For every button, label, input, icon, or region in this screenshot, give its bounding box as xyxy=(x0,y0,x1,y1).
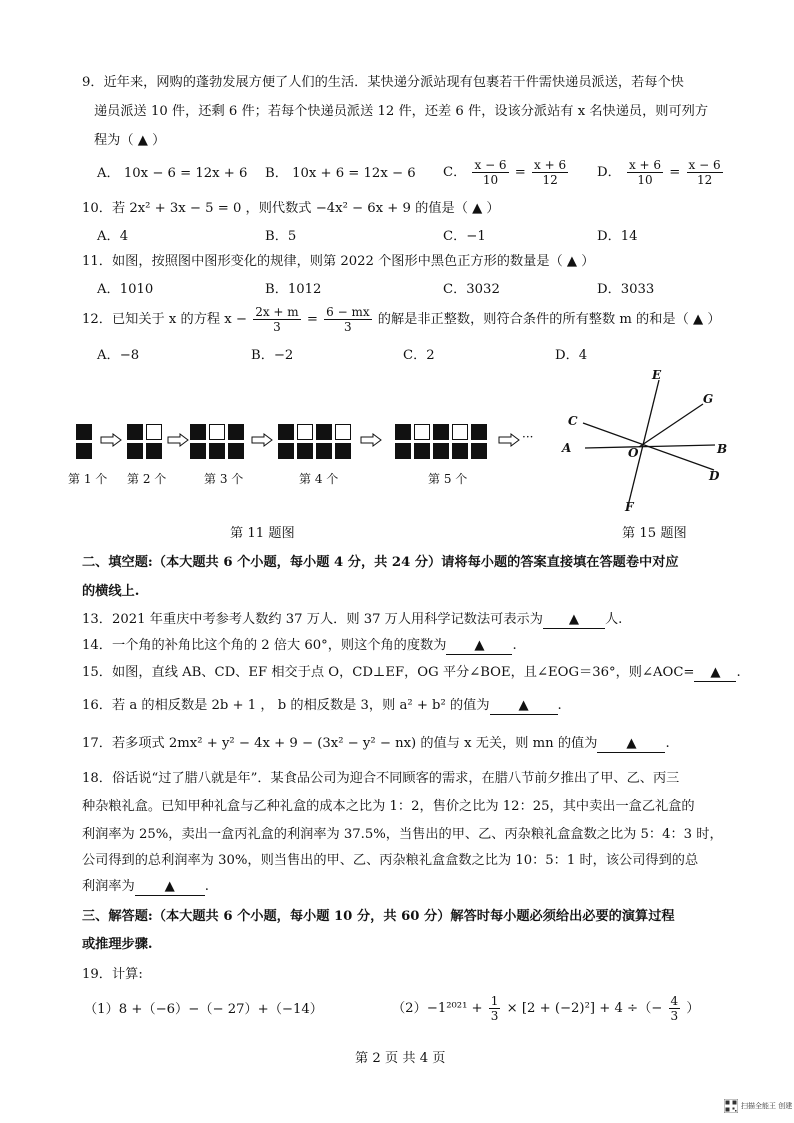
q19-part1: （1）8 +（−6）−（− 27）+（−14） xyxy=(84,1002,323,1017)
q18-line2: 种杂粮礼盒。已知甲种礼盒与乙种礼盒的成本之比为 1：2，售价之比为 12：25，其中卖出一盒乙礼盒的 xyxy=(82,799,695,814)
black-square xyxy=(395,443,411,459)
q19-frac2 xyxy=(669,994,681,1023)
hollow-arrow-icon xyxy=(167,433,189,447)
q14-suffix: . xyxy=(512,638,517,653)
black-square xyxy=(471,443,487,459)
q18-line5 xyxy=(82,878,209,896)
q11-option-b: B．1012 xyxy=(265,282,322,297)
white-square xyxy=(452,424,468,440)
section3-heading-line1: 三、解答题:（本大题共 6 个小题，每小题 10 分，共 60 分）解答时每小题必须给出必要的演算过程 xyxy=(82,909,675,924)
answer-blank: ▲ xyxy=(135,879,205,896)
numerator: 4 xyxy=(670,994,679,1008)
q9-option-a: A． 10x − 6 = 12x + 6 xyxy=(97,166,248,181)
fig11-label-1: 第 1 个 xyxy=(68,472,108,486)
q12-option-c: C．2 xyxy=(403,348,435,363)
black-square xyxy=(228,443,244,459)
q19-part2-post: ） xyxy=(686,1001,700,1016)
point-label-a: A xyxy=(562,441,572,455)
hollow-arrow-icon xyxy=(498,433,520,447)
q15-suffix: . xyxy=(736,665,741,680)
q9-option-b: B． 10x + 6 = 12x − 6 xyxy=(265,166,416,181)
section2-heading-line2: 的横线上. xyxy=(82,584,140,599)
denominator: 3 xyxy=(670,1009,679,1023)
hollow-arrow-icon xyxy=(360,433,382,447)
q14 xyxy=(82,637,517,655)
black-square xyxy=(414,443,430,459)
point-label-o: O xyxy=(628,446,639,460)
q11-option-d: D．3033 xyxy=(597,282,655,297)
q18-line5-text: 利润率为 xyxy=(82,879,135,894)
black-square xyxy=(209,443,225,459)
denominator: 10 xyxy=(637,173,653,187)
q12-equals: = xyxy=(306,312,318,327)
q11-option-a: A．1010 xyxy=(97,282,154,297)
white-square xyxy=(335,424,351,440)
fig11-shape-3 xyxy=(190,424,244,459)
section2-heading-line1: 二、填空题:（本大题共 6 个小题，每小题 4 分，共 24 分）请将每小题的答案直接填在答题卷中对应 xyxy=(82,555,679,570)
numerator: x − 6 xyxy=(474,158,507,172)
fig11-shape-5 xyxy=(395,424,487,459)
q16 xyxy=(82,697,562,715)
q10-option-d: D．14 xyxy=(597,229,638,244)
fig15-caption: 第 15 题图 xyxy=(622,526,687,541)
fig15-diagram xyxy=(555,360,745,520)
black-square xyxy=(433,424,449,440)
q18-line3: 利润率为 25%，卖出一盒丙礼盒的利润率为 37.5%，当售出的甲、乙、丙杂粮礼盒盒数之比为 5：4：3 时， xyxy=(82,827,723,842)
watermark xyxy=(724,1099,792,1113)
q14-text: 14．一个角的补角比这个角的 2 倍大 60°，则这个角的度数为 xyxy=(82,638,447,653)
answer-blank: ▲ xyxy=(694,665,736,682)
q12-text xyxy=(82,305,721,334)
black-square xyxy=(316,443,332,459)
black-square xyxy=(471,424,487,440)
q19-part2-mid: × [2 + (−2)²] + 4 ÷（− xyxy=(506,1001,663,1016)
q19-part2-pre: （2）−1²⁰²¹ + xyxy=(392,1001,483,1016)
q12-option-d: D．4 xyxy=(555,348,588,363)
qr-code-icon xyxy=(724,1099,738,1113)
answer-blank: ▲ xyxy=(543,612,605,629)
numerator: x + 6 xyxy=(534,158,567,172)
answer-blank: ▲ xyxy=(597,736,665,753)
point-label-d: D xyxy=(709,469,720,483)
fig11-label-3: 第 3 个 xyxy=(204,472,244,486)
white-square xyxy=(146,424,162,440)
black-square xyxy=(127,424,143,440)
denominator: 3 xyxy=(344,320,352,334)
black-square xyxy=(278,443,294,459)
q9-line1: 9．近年来，网购的蓬勃发展方便了人们的生活．某快递分派站现有包裹若干件需快递员派送，若每个快 xyxy=(82,75,684,90)
q9-option-d-label: D． xyxy=(597,165,621,180)
q17-text: 17．若多项式 2mx² + y² − 4x + 9 − (3x² − y² − nx) 的值与 x 无关，则 mn 的值为 xyxy=(82,736,598,751)
hollow-arrow-icon xyxy=(251,433,273,447)
numerator: x − 6 xyxy=(688,158,721,172)
q9-d-frac1 xyxy=(627,158,663,187)
black-square xyxy=(190,424,206,440)
black-square xyxy=(146,443,162,459)
black-square xyxy=(395,424,411,440)
q15 xyxy=(82,664,741,682)
hollow-arrow-icon xyxy=(100,433,122,447)
point-label-c: C xyxy=(568,414,578,428)
q13-suffix: 人. xyxy=(604,612,623,627)
fig11-shape-2 xyxy=(127,424,162,459)
black-square xyxy=(127,443,143,459)
q9-option-c-label: C． xyxy=(443,165,467,180)
q18-suffix: . xyxy=(204,879,209,894)
section3-heading-line2: 或推理步骤. xyxy=(82,937,153,952)
black-square xyxy=(76,424,92,440)
q12-option-a: A．−8 xyxy=(97,348,140,363)
q10-option-b: B．5 xyxy=(265,229,297,244)
point-label-e: E xyxy=(652,368,662,382)
q9-option-d: D． $\frac{x + 6}{10}$ = $\frac{x - 6}{12}$ xyxy=(597,158,721,187)
answer-blank: ▲ xyxy=(446,638,512,655)
q13 xyxy=(82,611,622,629)
numerator: 2x + m xyxy=(255,305,299,319)
q9-c-frac1 xyxy=(472,158,508,187)
black-square xyxy=(335,443,351,459)
black-square xyxy=(452,443,468,459)
q9-d-frac2 xyxy=(687,158,723,187)
watermark-text: 扫描全能王 创建 xyxy=(741,1102,793,1110)
q16-text: 16．若 a 的相反数是 2b + 1 ， b 的相反数是 3，则 a² + b² 的值为 xyxy=(82,698,490,713)
q19-part2 xyxy=(392,994,700,1023)
q10-option-a: A．4 xyxy=(97,229,129,244)
black-square xyxy=(190,443,206,459)
denominator: 3 xyxy=(273,320,281,334)
fig11-caption: 第 11 题图 xyxy=(230,526,295,541)
q12-pre: 12．已知关于 x 的方程 x − xyxy=(82,312,247,327)
black-square xyxy=(76,443,92,459)
q19-frac1 xyxy=(489,994,501,1023)
white-square xyxy=(209,424,225,440)
q10-option-c: C．−1 xyxy=(443,229,486,244)
q10-text: 10．若 2x² + 3x − 5 = 0 ，则代数式 −4x² − 6x + 9 的值是（ ▲ ） xyxy=(82,201,500,216)
denominator: 12 xyxy=(542,173,558,187)
fig11-shape-4 xyxy=(278,424,351,459)
fig11-ellipsis: ··· xyxy=(522,430,534,444)
q17-suffix: . xyxy=(665,736,670,751)
black-square xyxy=(316,424,332,440)
numerator: 1 xyxy=(490,994,499,1008)
ray-og xyxy=(639,404,703,447)
fig11-label-4: 第 4 个 xyxy=(299,472,339,486)
denominator: 10 xyxy=(482,173,499,187)
black-square xyxy=(297,443,313,459)
denominator: 3 xyxy=(490,1009,499,1023)
q18-line4: 公司得到的总利润率为 30%，则当售出的甲、乙、丙杂粮礼盒盒数之比为 10：5：1 时，该公司得到的总 xyxy=(82,853,699,868)
fig11-label-2: 第 2 个 xyxy=(127,472,167,486)
page-number: 第 2 页 共 4 页 xyxy=(355,1051,446,1066)
fig11-label-5: 第 5 个 xyxy=(428,472,468,486)
point-label-g: G xyxy=(703,392,714,406)
q16-suffix: . xyxy=(557,698,562,713)
q13-text: 13．2021 年重庆中考参考人数约 37 万人．则 37 万人用科学记数法可表示为 xyxy=(82,612,543,627)
point-label-b: B xyxy=(717,442,728,456)
white-square xyxy=(297,424,313,440)
q18-line1: 18．俗话说“过了腊八就是年”．某食品公司为迎合不同顾客的需求，在腊八节前夕推出了甲、乙、丙三 xyxy=(82,771,680,786)
q19-title: 19．计算: xyxy=(82,967,143,982)
q9-option-c: C． $\frac{x - 6}{10}$ = $\frac{x + 6}{12}$ xyxy=(443,158,567,187)
denominator: 12 xyxy=(696,173,713,187)
numerator: x + 6 xyxy=(628,158,662,172)
white-square xyxy=(414,424,430,440)
point-label-f: F xyxy=(625,500,634,514)
q9-c-frac2 xyxy=(532,158,568,187)
q9-line2: 递员派送 10 件，还剩 6 件；若每个快递员派送 12 件，还差 6 件，设该分派站有 x 名快递员，则可列方 xyxy=(94,104,709,119)
q15-text: 15．如图，直线 AB、CD、EF 相交于点 O，CD⊥EF，OG 平分∠BOE，且∠EOG＝36°，则∠AOC= xyxy=(82,665,695,680)
black-square xyxy=(278,424,294,440)
answer-blank: ▲ xyxy=(490,698,558,715)
q12-frac1 xyxy=(253,305,300,334)
q12-frac2 xyxy=(324,305,371,334)
black-square xyxy=(228,424,244,440)
numerator: 6 − mx xyxy=(326,305,370,319)
black-square xyxy=(433,443,449,459)
q11-text: 11．如图，按照图中图形变化的规律，则第 2022 个图形中黑色正方形的数量是（ ▲ ） xyxy=(82,254,595,269)
fig11-shape-1 xyxy=(76,424,92,459)
q9-line3: 程为（ ▲ ） xyxy=(94,133,166,148)
q12-post: 的解是非正整数，则符合条件的所有整数 m 的和是（ ▲ ） xyxy=(377,312,721,327)
q17 xyxy=(82,735,670,753)
q11-option-c: C．3032 xyxy=(443,282,500,297)
q12-option-b: B．−2 xyxy=(251,348,294,363)
